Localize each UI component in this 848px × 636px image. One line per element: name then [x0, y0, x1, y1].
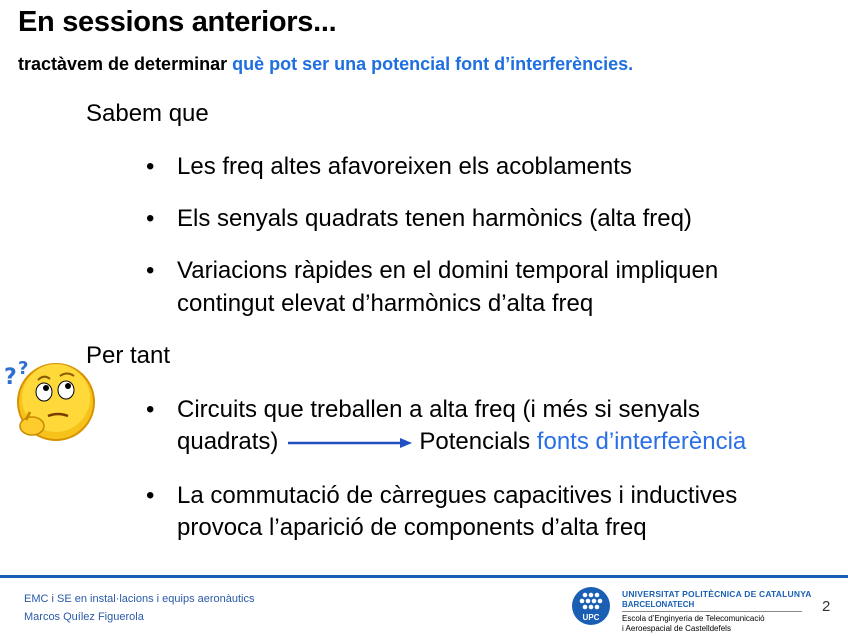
- bullet-text: Els senyals quadrats tenen harmònics (alta freq): [177, 205, 692, 232]
- bullet-text: provoca l’aparició de components d’alta freq: [177, 514, 647, 541]
- bullet-text: Variacions ràpides en el domini temporal impliquen: [177, 257, 719, 284]
- bullet-text: contingut elevat d’harmònics d’alta freq: [177, 290, 594, 317]
- bullet-text: La commutació de càrregues capacitives i inductives: [177, 482, 738, 509]
- upc-logo-text: UPC: [582, 613, 600, 622]
- bullet-text: Les freq altes afavoreixen els acoblaments: [177, 153, 632, 180]
- section-heading-per-tant: Per tant: [86, 342, 171, 369]
- bullet-text-mid: Potencials: [419, 428, 537, 455]
- bullet-dot: •: [146, 482, 155, 509]
- school-name-line2: i Aeroespacial de Castelldefels: [622, 624, 731, 633]
- question-marks-icon: ?: [4, 365, 17, 390]
- bullet-dot: •: [146, 205, 155, 232]
- section-heading-sabem: Sabem que: [86, 100, 209, 127]
- page-number: 2: [822, 598, 831, 615]
- university-name: UNIVERSITAT POLITÈCNICA DE CATALUNYA: [622, 589, 812, 599]
- svg-text:?: ?: [18, 358, 29, 379]
- slide-subtitle: [18, 54, 633, 75]
- footer-course: EMC i SE en instal·lacions i equips aeronàutics: [24, 593, 255, 605]
- school-name-line1: Escola d’Enginyeria de Telecomunicació: [622, 614, 765, 623]
- slide-title: En sessions anteriors...: [18, 6, 337, 38]
- bullet-text-start: quadrats): [177, 428, 279, 455]
- bullet-dot: •: [146, 153, 155, 180]
- upc-logo-icon: [571, 586, 611, 626]
- subtitle-prefix: tractàvem de determinar: [18, 54, 233, 74]
- thinking-smiley-icon: [4, 354, 96, 446]
- right-arrow-icon: [288, 437, 413, 449]
- bullet-text-highlight: fonts d’interferència: [536, 428, 747, 455]
- subtitle-highlight: què pot ser una potencial font d’interferències.: [232, 54, 634, 74]
- logo-separator: [622, 611, 802, 612]
- bullet-text-line: [177, 425, 746, 458]
- university-tagline: BARCELONATECH: [622, 600, 695, 609]
- bullet-dot: •: [146, 396, 155, 423]
- footer-author: Marcos Quílez Figuerola: [24, 611, 144, 623]
- bullet-text: Circuits que treballen a alta freq (i més si senyals: [177, 396, 700, 423]
- footer-divider: [0, 575, 848, 578]
- bullet-dot: •: [146, 257, 155, 284]
